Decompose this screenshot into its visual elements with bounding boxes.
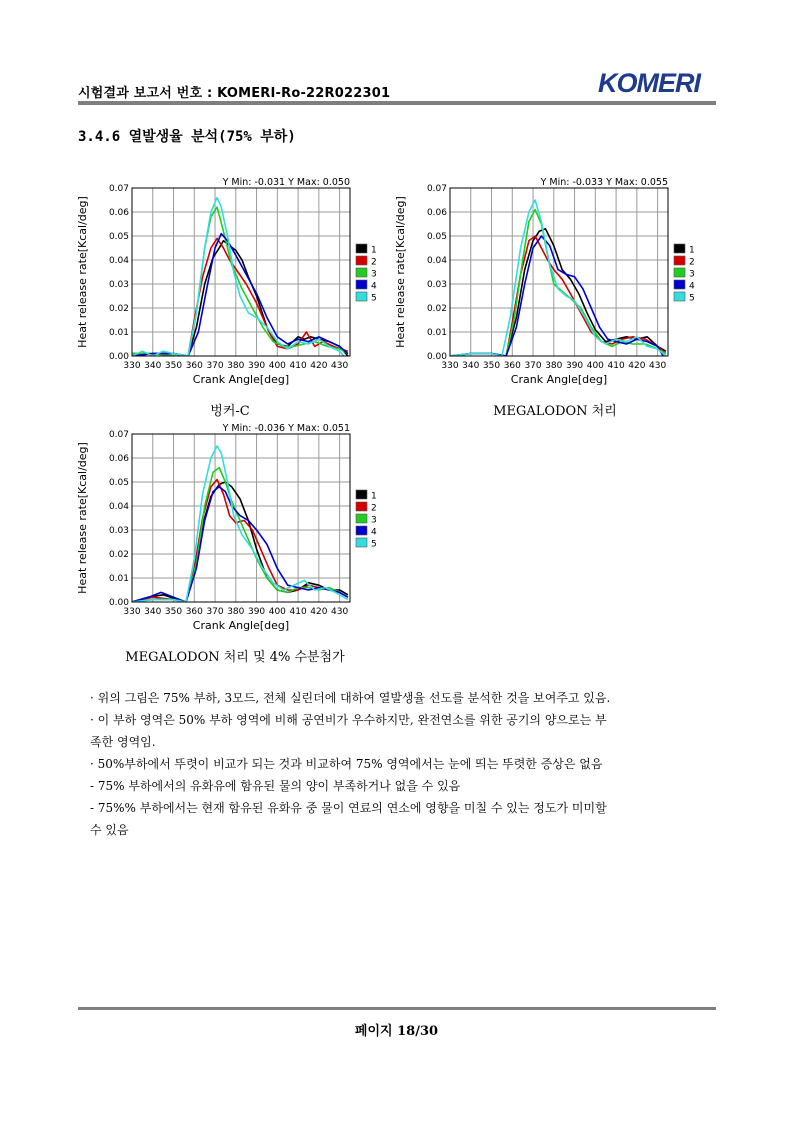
x-tick-label: 390 (565, 361, 584, 371)
y-axis-label: Heat release rate[Kcal/deg] (76, 196, 89, 348)
page-footer (0, 1020, 793, 1039)
x-tick-label: 350 (164, 607, 183, 617)
y-tick-label: 0.01 (108, 328, 129, 338)
legend-label-4: 4 (371, 527, 377, 538)
x-tick-label: 330 (123, 607, 141, 617)
x-tick-label: 400 (268, 607, 286, 617)
chart-caption: MEGALODON 처리 및 4% 수분첨가 (125, 650, 345, 665)
x-tick-label: 380 (227, 361, 245, 371)
legend-label-5: 5 (371, 539, 377, 550)
legend-label-1: 1 (371, 491, 377, 502)
y-tick-label: 0.06 (108, 208, 129, 218)
x-tick-label: 410 (607, 361, 625, 371)
x-tick-label: 390 (247, 607, 266, 617)
legend-swatch-1 (674, 244, 685, 253)
x-axis-label: Crank Angle[deg] (510, 373, 608, 386)
y-min-max-label: Y Min: -0.031 Y Max: 0.050 (222, 177, 350, 188)
report-number: 시험결과 보고서 번호 : KOMERI-Ro-22R022301 (78, 86, 391, 101)
legend-swatch-5 (356, 538, 367, 547)
x-tick-label: 360 (185, 361, 203, 371)
y-min-max-label: Y Min: -0.033 Y Max: 0.055 (540, 177, 668, 188)
plot-area (450, 188, 668, 356)
x-tick-label: 370 (206, 361, 224, 371)
plot-area (132, 188, 350, 356)
x-tick-label: 420 (628, 361, 646, 371)
x-tick-label: 360 (185, 607, 203, 617)
paragraph: · 이 부하 영역은 50% 부하 영역에 비해 공연비가 우수하지만, 완전연소를 위한 공기의 양으로는 부 (90, 713, 607, 727)
y-tick-label: 0.07 (426, 184, 447, 194)
y-tick-label: 0.02 (426, 304, 447, 314)
x-tick-label: 380 (227, 607, 245, 617)
y-tick-label: 0.00 (426, 352, 447, 362)
chart-megalodon (388, 174, 708, 390)
y-tick-label: 0.04 (108, 256, 129, 266)
legend-swatch-3 (674, 268, 685, 277)
x-tick-label: 330 (441, 361, 459, 371)
x-axis-label: Crank Angle[deg] (192, 619, 290, 632)
x-tick-label: 350 (164, 361, 183, 371)
x-tick-label: 390 (247, 361, 266, 371)
y-tick-label: 0.04 (426, 256, 447, 266)
x-tick-label: 430 (649, 361, 667, 371)
y-tick-label: 0.05 (426, 232, 447, 242)
x-tick-label: 350 (482, 361, 501, 371)
x-tick-label: 330 (123, 361, 141, 371)
plot-area (132, 434, 350, 602)
legend-swatch-4 (356, 280, 367, 289)
y-tick-label: 0.01 (108, 574, 129, 584)
y-tick-label: 0.06 (426, 208, 447, 218)
paragraph: - 75%% 부하에서는 현재 함유된 유화유 중 물이 연료의 연소에 영향을 미칠 수 있는 정도가 미미할 (90, 801, 607, 815)
chart-megalodon-water (70, 420, 380, 636)
legend-swatch-3 (356, 514, 367, 523)
paragraph: · 위의 그림은 75% 부하, 3모드, 전체 실린더에 대하여 열발생율 선도를 분석한 것을 보여주고 있음. (90, 691, 611, 705)
x-axis-label: Crank Angle[deg] (192, 373, 290, 386)
footer-rule (78, 1007, 716, 1010)
x-tick-label: 370 (524, 361, 542, 371)
x-tick-label: 340 (144, 361, 162, 371)
x-tick-label: 400 (268, 361, 286, 371)
legend-label-5: 5 (371, 293, 377, 304)
x-tick-label: 360 (503, 361, 521, 371)
y-tick-label: 0.05 (108, 232, 129, 242)
y-tick-label: 0.06 (108, 454, 129, 464)
legend-label-1: 1 (371, 245, 377, 256)
x-tick-label: 380 (545, 361, 563, 371)
section-title: 3.4.6 열발생율 분석(75% 부하) (78, 129, 296, 145)
paragraph: 수 있음 (90, 823, 129, 837)
chart-bunker-c (70, 174, 380, 390)
y-tick-label: 0.02 (108, 304, 129, 314)
x-tick-label: 400 (586, 361, 604, 371)
legend-swatch-2 (674, 256, 685, 265)
x-tick-label: 340 (462, 361, 480, 371)
y-tick-label: 0.03 (108, 280, 129, 290)
y-tick-label: 0.01 (426, 328, 447, 338)
legend-label-3: 3 (371, 269, 377, 280)
page-number: 18/30 (397, 1024, 439, 1039)
y-axis-label: Heat release rate[Kcal/deg] (394, 196, 407, 348)
y-axis-label: Heat release rate[Kcal/deg] (76, 442, 89, 594)
legend-label-3: 3 (371, 515, 377, 526)
y-tick-label: 0.07 (108, 430, 129, 440)
x-tick-label: 370 (206, 607, 224, 617)
y-tick-label: 0.04 (108, 502, 129, 512)
legend-label-5: 5 (689, 293, 695, 304)
y-tick-label: 0.00 (108, 352, 129, 362)
legend-swatch-2 (356, 256, 367, 265)
x-tick-label: 420 (310, 607, 328, 617)
y-tick-label: 0.02 (108, 550, 129, 560)
legend-label-1: 1 (689, 245, 695, 256)
x-tick-label: 420 (310, 361, 328, 371)
header-rule (78, 101, 716, 105)
legend-label-2: 2 (371, 257, 377, 268)
y-tick-label: 0.05 (108, 478, 129, 488)
logo-text: KOMERI (598, 68, 700, 98)
x-tick-label: 430 (331, 607, 349, 617)
y-min-max-label: Y Min: -0.036 Y Max: 0.051 (222, 423, 350, 434)
paragraph: · 50%부하에서 뚜렷이 비교가 되는 것과 비교하여 75% 영역에서는 눈에 띄는 뚜렷한 증상은 없음 (90, 757, 603, 771)
legend-label-4: 4 (689, 281, 695, 292)
y-tick-label: 0.07 (108, 184, 129, 194)
legend-swatch-5 (356, 292, 367, 301)
legend-swatch-1 (356, 490, 367, 499)
analysis-text (90, 687, 730, 841)
legend-swatch-4 (674, 280, 685, 289)
legend-label-2: 2 (689, 257, 695, 268)
legend-swatch-5 (674, 292, 685, 301)
legend-swatch-4 (356, 526, 367, 535)
x-tick-label: 410 (289, 361, 307, 371)
legend-swatch-2 (356, 502, 367, 511)
legend-swatch-1 (356, 244, 367, 253)
y-tick-label: 0.03 (108, 526, 129, 536)
y-tick-label: 0.03 (426, 280, 447, 290)
komeri-logo (596, 66, 716, 98)
y-tick-label: 0.00 (108, 598, 129, 608)
legend-label-4: 4 (371, 281, 377, 292)
x-tick-label: 410 (289, 607, 307, 617)
paragraph: - 75% 부하에서의 유화유에 함유된 물의 양이 부족하거나 없을 수 있음 (90, 779, 461, 793)
paragraph: 족한 영역임. (90, 735, 156, 749)
page-label: 페이지 (354, 1024, 393, 1039)
chart-caption: MEGALODON 처리 (493, 404, 617, 419)
legend-swatch-3 (356, 268, 367, 277)
x-tick-label: 430 (331, 361, 349, 371)
chart-caption: 벙커-C (210, 404, 250, 419)
legend-label-2: 2 (371, 503, 377, 514)
x-tick-label: 340 (144, 607, 162, 617)
legend-label-3: 3 (689, 269, 695, 280)
